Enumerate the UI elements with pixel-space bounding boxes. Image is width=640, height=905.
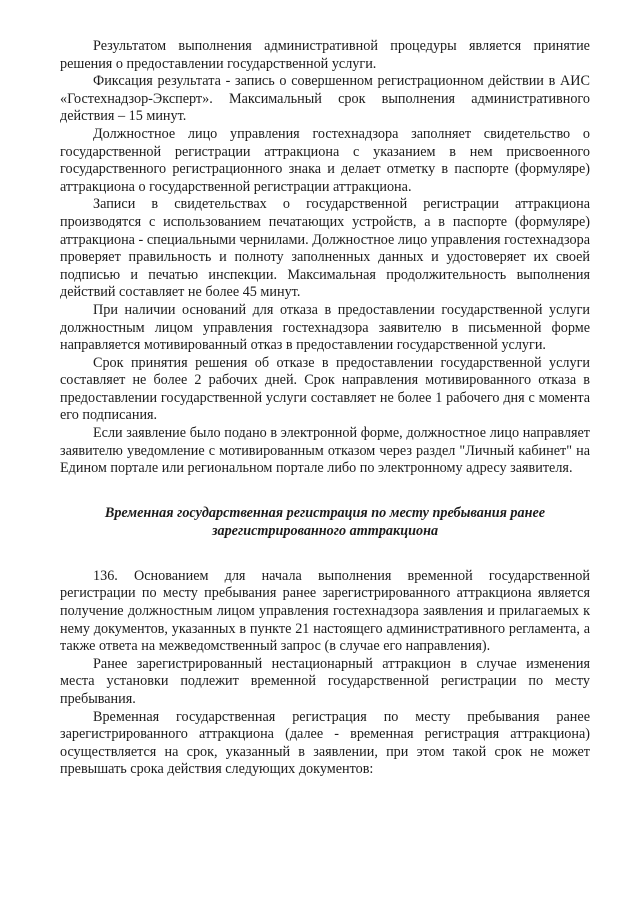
paragraph-electronic-notice: Если заявление было подано в электронной форме, должностное лицо направляет заявителю уведомление с мотивированным отказом через раздел "Личный кабинет" на Едином портале или региональном портале либо по электронному адресу заявителя. bbox=[60, 425, 590, 477]
document-page bbox=[60, 38, 590, 779]
paragraph-136-grounds: 136. Основанием для начала выполнения временной государственной регистрации по месту пребывания ранее зарегистрированного аттракциона является получение должностным лицом управления гостехнадзора заявления и прилагаемых к нему документов, указанных в пункте 21 настоящего административного регламента, а также ответа на межведомственный запрос (в случае его направления). bbox=[60, 567, 590, 655]
paragraph-mobile-attraction: Ранее зарегистрированный нестационарный аттракцион в случае изменения места установки подлежит временной государственной регистрации по месту пребывания. bbox=[60, 655, 590, 707]
paragraph-refusal-grounds: При наличии оснований для отказа в предоставлении государственной услуги должностным лицом управления гостехнадзора заявителю в письменной форме направляется мотивированный отказ в предоставлении государственной услуги. bbox=[60, 301, 590, 354]
section-heading-line-1: Временная государственная регистрация по месту пребывания ранее bbox=[104, 504, 546, 521]
paragraph-refusal-term: Срок принятия решения об отказе в предоставлении государственной услуги составляет не более 2 рабочих дней. Срок направления мотивированного отказа в предоставлении государственной услуги составляет не более 1 рабочего дня с момента его подписания. bbox=[60, 354, 590, 424]
paragraph-temporary-registration-term: Временная государственная регистрация по месту пребывания ранее зарегистрированного аттракциона (далее - временная регистрация аттракциона) осуществляется на срок, указанный в заявлении, при этом такой срок не может превышать срока действия следующих документов: bbox=[60, 708, 590, 778]
paragraph-result: Результатом выполнения административной процедуры является принятие решения о предоставлении государственной услуги. bbox=[60, 38, 590, 72]
paragraph-certificate-filling: Должностное лицо управления гостехнадзора заполняет свидетельство о государственной регистрации аттракциона с указанием в нем присвоенного государственного регистрационного знака и делает отметку в паспорте (формуляре) аттракциона о государственной регистрации аттракциона. bbox=[60, 125, 590, 195]
paragraph-certificate-records: Записи в свидетельствах о государственной регистрации аттракциона производятся с использованием печатающих устройств, а в паспорте (формуляре) аттракциона - специальными чернилами. Должностное лицо управления гостехнадзора проверяет правильность и полноту заполненных данных и удостоверяет их своей подписью и печатью инспекции. Максимальная продолжительность выполнения действий составляет не более 45 минут. bbox=[60, 196, 590, 301]
section-heading bbox=[60, 504, 590, 540]
section-heading-line-2: зарегистрированного аттракциона bbox=[211, 522, 439, 539]
paragraph-result-fixation: Фиксация результата - запись о совершенном регистрационном действии в АИС «Гостехнадзор-Эксперт». Максимальный срок выполнения административного действия – 15 минут. bbox=[60, 73, 590, 125]
